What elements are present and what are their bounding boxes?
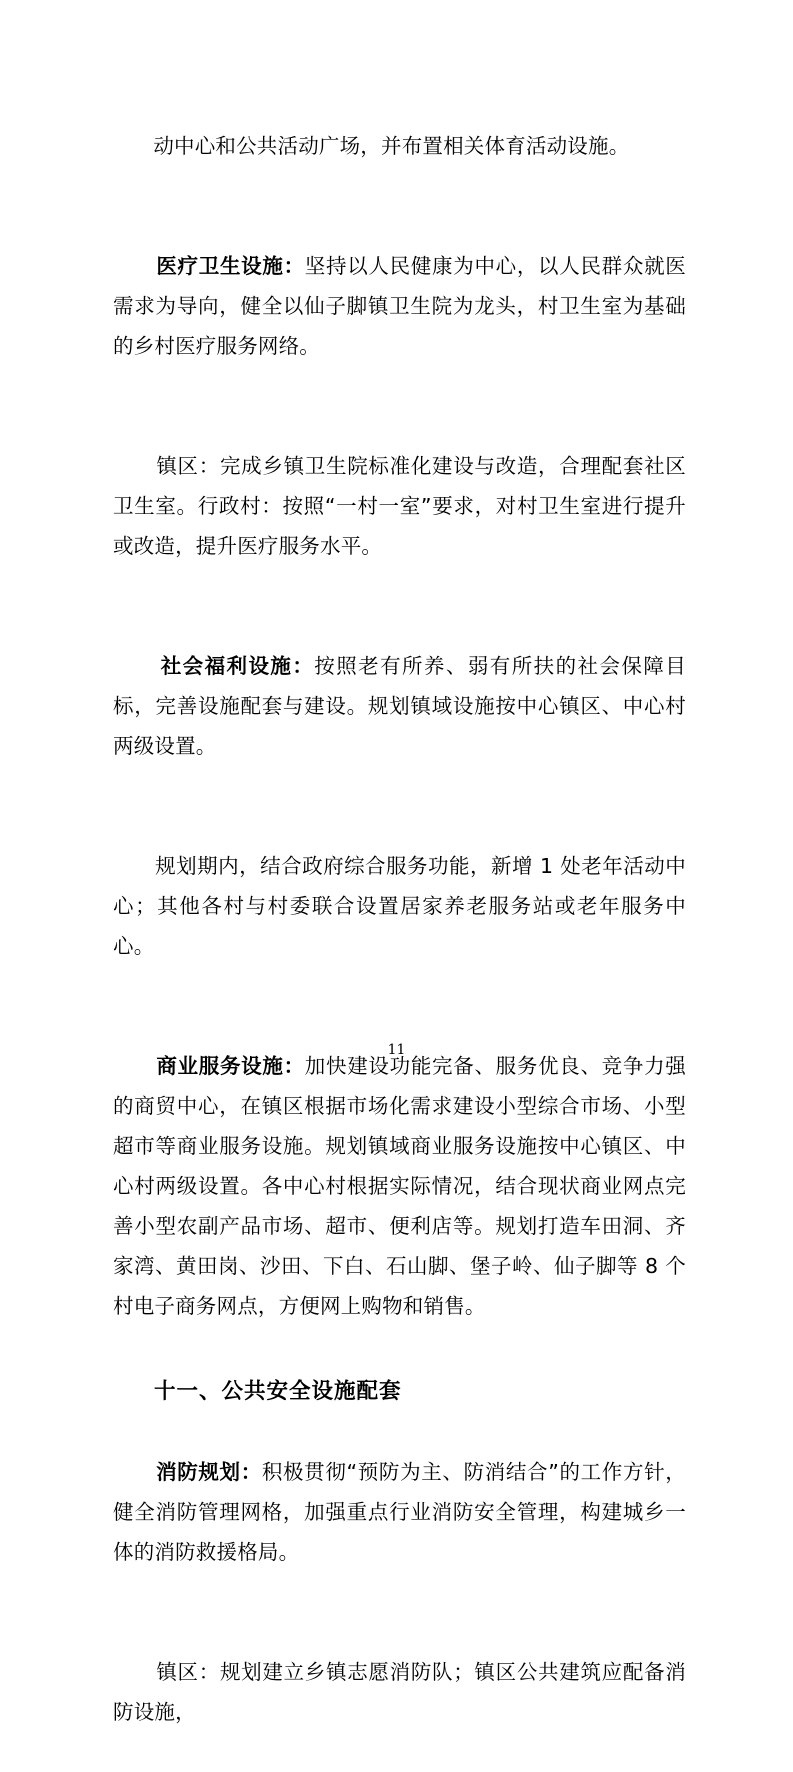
- paragraph-social-welfare-facilities: [113, 606, 686, 806]
- paragraph-text: 积极贯彻“预防为主、防消结合”的工作方针，健全消防管理网格，加强重点行业消防安全管理，构建城乡一体的消防救援格局。: [113, 1460, 686, 1564]
- paragraph-lead-label: 医疗卫生设施：: [156, 254, 305, 278]
- paragraph-medical-facilities: [113, 206, 686, 406]
- paragraph-lead-label: 社会福利设施：: [160, 654, 315, 678]
- paragraph-text: 镇区：规划建立乡镇志愿消防队；镇区公共建筑应配备消防设施，: [113, 1660, 686, 1724]
- paragraph-text: 动中心和公共活动广场，并布置相关体育活动设施。: [153, 134, 630, 158]
- paragraph-fire-protection-plan: [113, 1412, 686, 1612]
- page-number: 11: [387, 1042, 406, 1058]
- document-body: [113, 86, 686, 1772]
- paragraph-lead-label: 消防规划：: [156, 1460, 262, 1484]
- paragraph-text: 规划期内，结合政府综合服务功能，新增 1 处老年活动中心；其他各村与村委联合设置居家养老服务站或老年服务中心。: [113, 854, 686, 958]
- paragraph-text: 加快建设功能完备、服务优良、竞争力强的商贸中心，在镇区根据市场化需求建设小型综合市场、小型超市等商业服务设施。规划镇域商业服务设施按中心镇区、中心村两级设置。各中心村根据实际情况，结合现状商业网点完善小型农副产品市场、超市、便利店等。规划打造车田洞、齐家湾、黄田岗、沙田、下白、石山脚、堡子岭、仙子脚等 8 个村电子商务网点，方便网上购物和销售。: [113, 1054, 686, 1318]
- paragraph-text: 坚持以人民健康为中心，以人民群众就医需求为导向，健全以仙子脚镇卫生院为龙头，村卫生室为基础的乡村医疗服务网络。: [113, 254, 686, 358]
- paragraph-text: 镇区：完成乡镇卫生院标准化建设与改造，合理配套社区卫生室。行政村：按照“一村一室”要求，对村卫生室进行提升或改造，提升医疗服务水平。: [113, 454, 686, 558]
- paragraph-town-fire-brigade: [113, 1612, 686, 1772]
- section-heading-public-safety: 十一、公共安全设施配套: [154, 1379, 402, 1404]
- paragraph-elderly-service-centers: [113, 806, 686, 1006]
- paragraph-commercial-service-facilities: [113, 1006, 686, 1366]
- paragraph-text: 按照老有所养、弱有所扶的社会保障目标，完善设施配套与建设。规划镇域设施按中心镇区、中心村两级设置。: [113, 654, 686, 758]
- paragraph-lead-label: 商业服务设施：: [156, 1054, 305, 1078]
- paragraph-continuation: [113, 86, 686, 206]
- paragraph-town-village-clinics: [113, 406, 686, 606]
